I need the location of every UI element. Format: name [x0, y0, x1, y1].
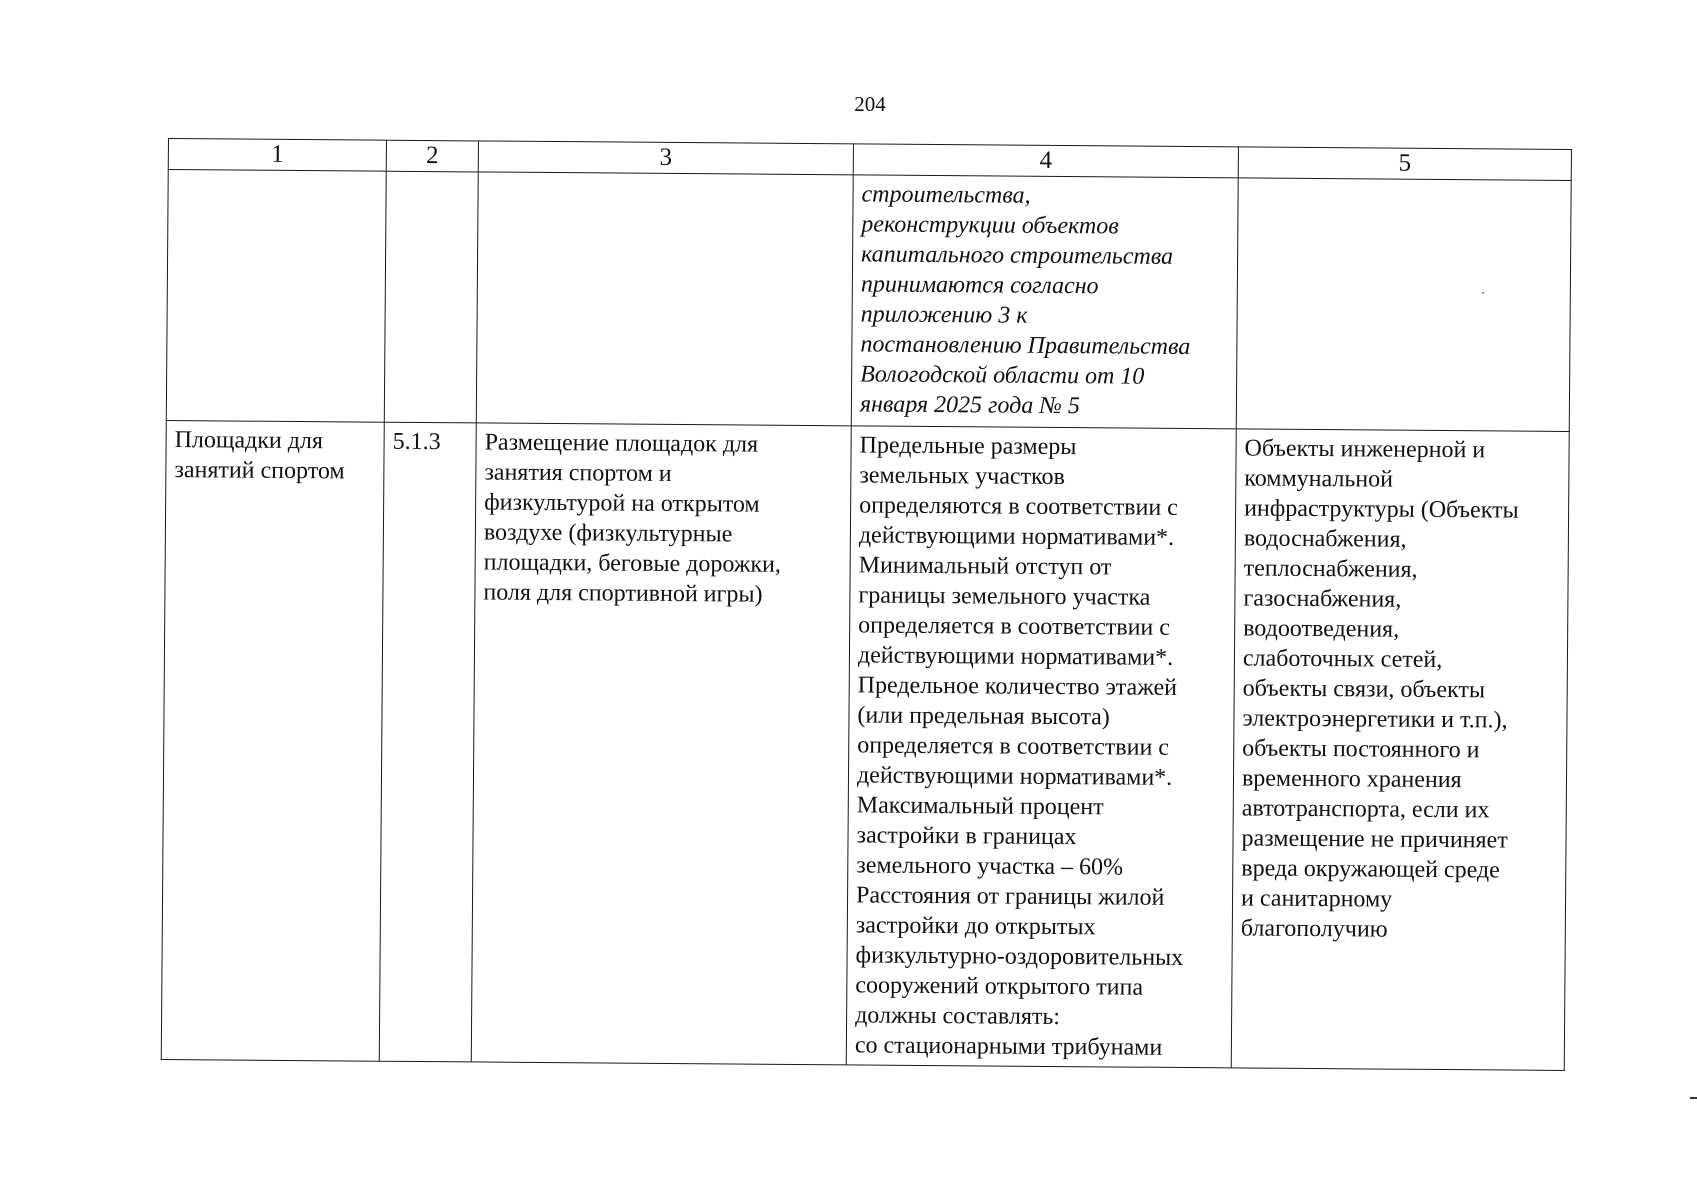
- parameters-cell: [846, 426, 1236, 1068]
- scan-edge-mark: [1690, 1097, 1697, 1099]
- table-row-sports-grounds: [161, 420, 1569, 1070]
- land-use-description: Размещение площадок для занятия спортом и физкультурой на открытом воздухе (физкультурные площадки, беговые дорожки, поля для спортивной игры): [483, 429, 782, 608]
- land-use-name: Площадки для занятий спортом: [174, 427, 345, 485]
- continued-parameters-text: строительства, реконструкции объектов капитального строительства принимаются согласно приложению 3 к постановлению Правительства Вологодской области от 10 января 2025 года № 5: [859, 181, 1191, 420]
- land-use-code-cell: [379, 422, 476, 1062]
- continued-cell-3: [476, 172, 853, 426]
- scan-speck: [1482, 292, 1484, 294]
- header-cell-3: 3: [478, 141, 853, 175]
- table-row-continued: [166, 170, 1571, 432]
- continued-cell-5: [1236, 178, 1571, 432]
- page-number: 204: [854, 92, 886, 116]
- land-use-name-cell: [161, 420, 384, 1061]
- auxiliary-uses-text: Объекты инженерной и коммунальной инфраструктуры (Объекты водоснабжения, теплоснабжения, газоснабжения, водоотведения, слаботочных сетей, объекты связи, объекты электроэнергетики и т.п.), объекты постоянного и временного хранения автотранспорта, если их размещение не причиняет вреда окружающей среде и санитарному благополучию: [1240, 435, 1519, 943]
- parameters-text: Предельные размеры земельных участков определяются в соответствии с действующими нормативами*. Минимальный отступ от границы земельного участка определяется в соответствии с действующими нормативами*. Предельное количество этажей (или предельная высота) определяется в соответствии с действующими нормативами*. Максимальный процент застройки в границах земельного участка – 60% Расстояния от границы жилой застройки до открытых физкультурно-оздоровительных сооружений открытого типа должны составлять: со стационарными трибунами: [854, 432, 1184, 1061]
- continued-cell-2: [384, 171, 478, 423]
- continued-cell-4: [851, 175, 1238, 429]
- land-use-code: 5.1.3: [392, 428, 441, 456]
- header-cell-5: 5: [1238, 147, 1571, 181]
- header-cell-1: 1: [168, 139, 386, 172]
- auxiliary-uses-cell: [1231, 429, 1569, 1071]
- regulations-table: [161, 138, 1572, 1071]
- continued-cell-1: [166, 170, 386, 423]
- header-cell-4: 4: [853, 144, 1238, 178]
- land-use-description-cell: [471, 423, 851, 1065]
- header-cell-2: 2: [386, 140, 478, 172]
